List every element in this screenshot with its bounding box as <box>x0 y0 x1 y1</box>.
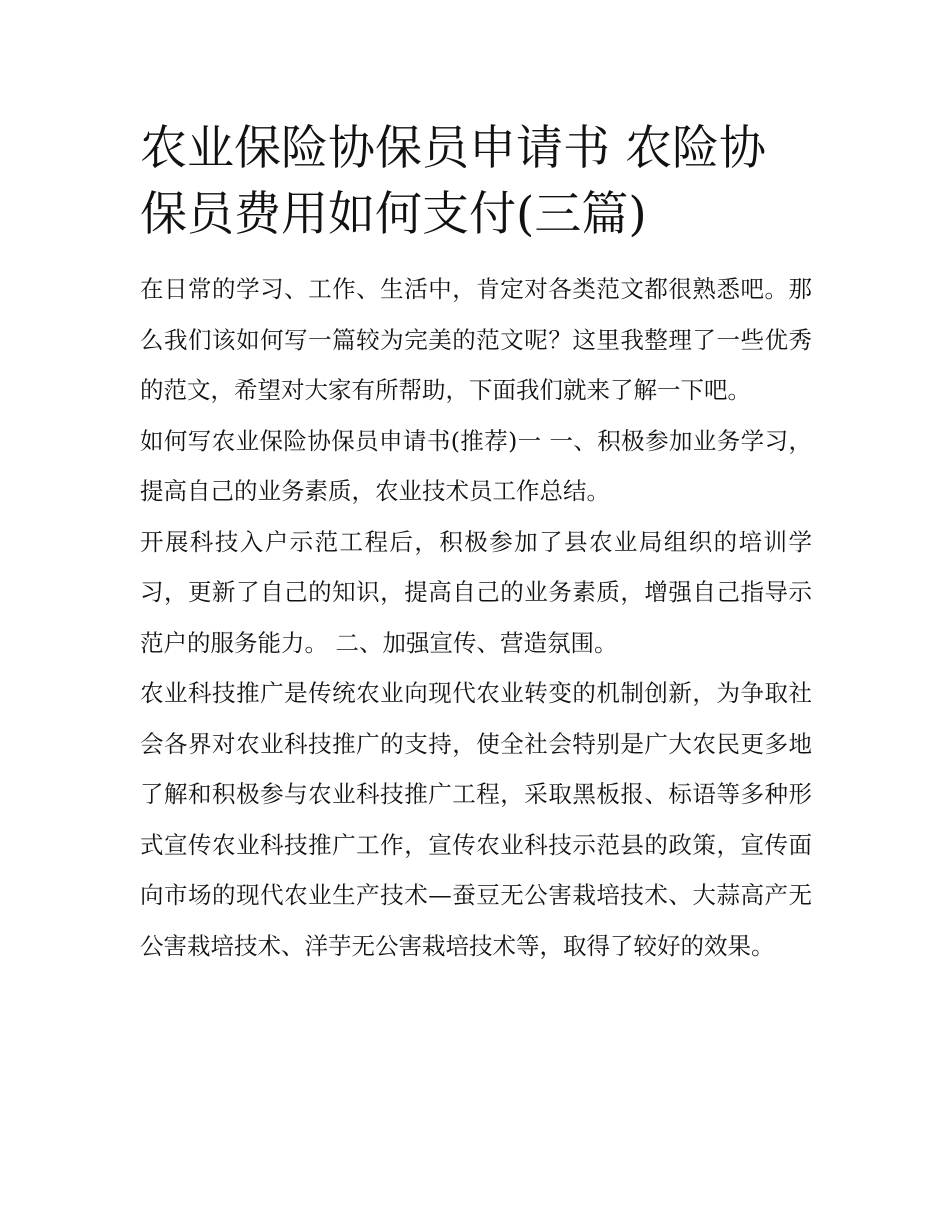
paragraph-intro: 在日常的学习、工作、生活中，肯定对各类范文都很熟悉吧。那么我们该如何写一篇较为完美的范文呢？这里我整理了一些优秀的范文，希望对大家有所帮助，下面我们就来了解一下吧。 <box>140 275 812 404</box>
document-body <box>140 264 812 971</box>
document-title <box>140 116 812 248</box>
title-line-1: 农业保险协保员申请书 农险协 <box>140 121 766 176</box>
paragraph-training: 开展科技入户示范工程后，积极参加了县农业局组织的培训学习，更新了自己的知识，提高自己的业务素质，增强自己指导示范户的服务能力。 二、加强宣传、营造氛围。 <box>140 527 812 657</box>
title-line-2: 保员费用如何支付(三篇) <box>140 187 647 242</box>
paragraph-section-1: 如何写农业保险协保员申请书(推荐)一 一、积极参加业务学习，提高自己的业务素质，农业技术员工作总结。 <box>140 426 812 505</box>
paragraph-promotion: 农业科技推广是传统农业向现代农业转变的机制创新，为争取社会各界对农业科技推广的支持，使全社会特别是广大农民更多地了解和积极参与农业科技推广工程，采取黑板报、标语等多种形式宣传农业科技推广工作，宣传农业科技示范县的政策，宣传面向市场的现代农业生产技术—蚕豆无公害栽培技术、大蒜高产无公害栽培技术、洋芋无公害栽培技术等，取得了较好的效果。 <box>140 679 812 960</box>
document-content <box>140 116 812 971</box>
